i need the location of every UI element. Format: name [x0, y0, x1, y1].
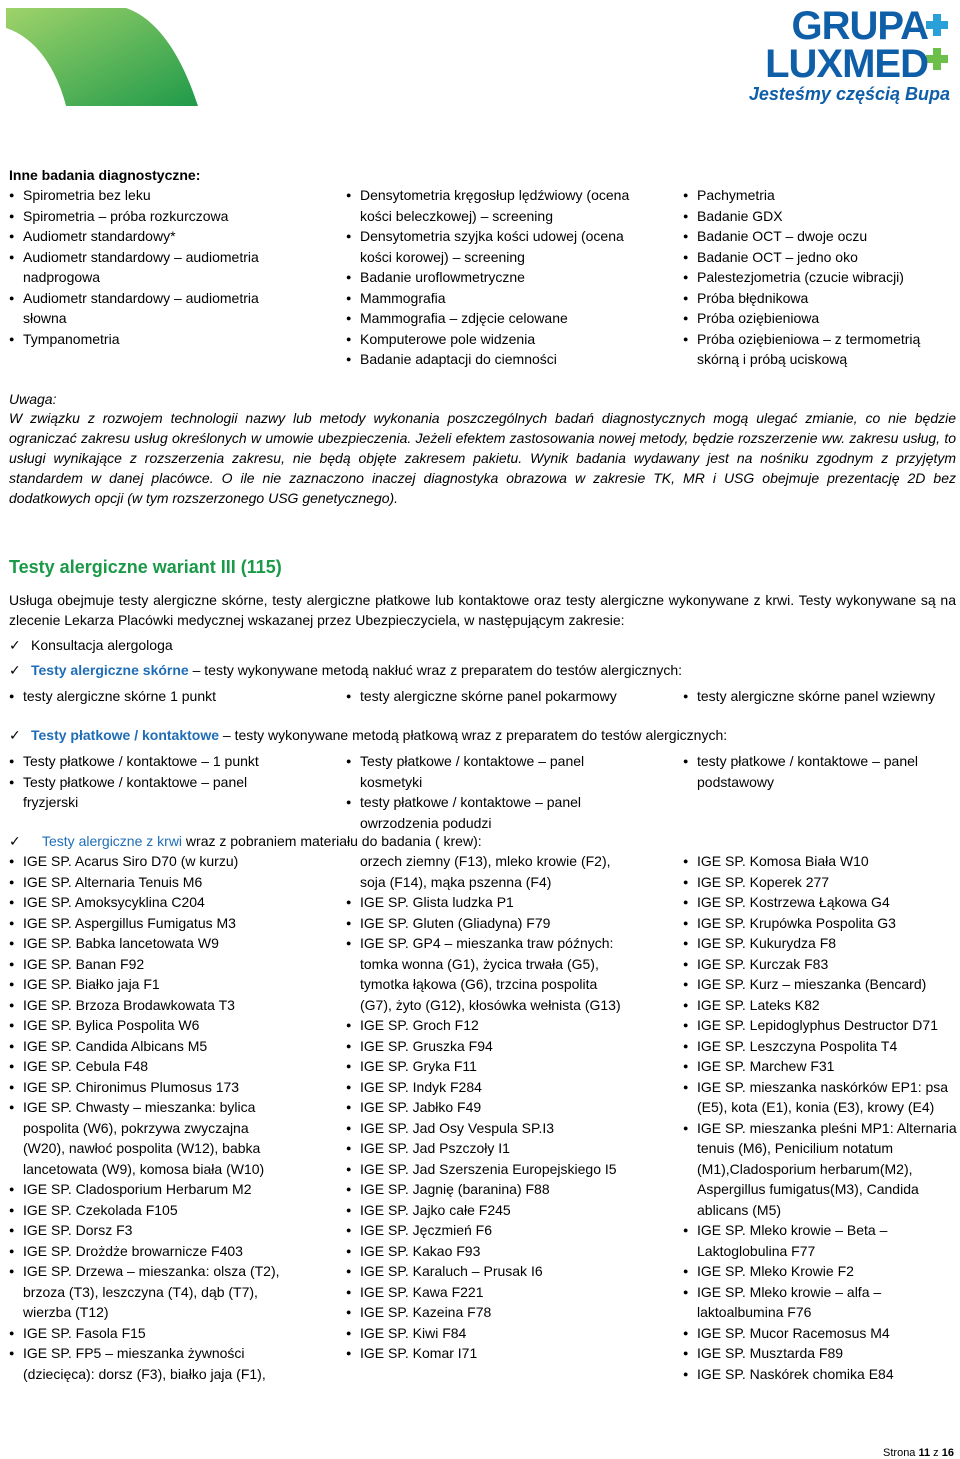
list-item: ● IGE SP. Jajko całe F245: [346, 1200, 626, 1221]
logo-line2: LUXMED: [765, 42, 928, 86]
list-item: ● IGE SP. Chironimus Plumosus 173: [9, 1077, 287, 1098]
list-item: ● testy alergiczne skórne 1 punkt: [9, 686, 309, 707]
list-item: ● IGE SP. Komosa Biała W10: [683, 851, 957, 872]
list-item: ● IGE SP. Indyk F284: [346, 1077, 626, 1098]
list-item: ● IGE SP. Candida Albicans M5: [9, 1036, 287, 1057]
list-item: ● Próba oziębieniowa: [683, 308, 955, 329]
list-item: ● IGE SP. Krupówka Pospolita G3: [683, 913, 957, 934]
list-item: ● Densytometria szyjka kości udowej (ocena kości korowej) – screening: [346, 226, 638, 267]
list-item: ● Palestezjometria (czucie wibracji): [683, 267, 955, 288]
footer-page-total: 16: [941, 1447, 954, 1459]
list-item: ● Densytometria kręgosłup lędźwiowy (ocena kości beleczkowej) – screening: [346, 185, 638, 226]
note-title: Uwaga:: [9, 391, 57, 407]
allergy-title: Testy alergiczne wariant III (115): [9, 557, 282, 577]
list-item: ● Mammografia: [346, 288, 638, 309]
list-item: ● IGE SP. Jęczmień F6: [346, 1220, 626, 1241]
list-item: ● IGE SP. Mleko krowie – alfa – laktoalbumina F76: [683, 1282, 957, 1323]
list-item: ● Tympanometria: [9, 329, 299, 350]
list-item: ● IGE SP. Chwasty – mieszanka: bylica pospolita (W6), pokrzywa zwyczajna (W20), nawłoć pospolita (W12), babka lancetowata (W9), komosa biała (W10): [9, 1097, 287, 1179]
list-item: ● IGE SP. Białko jaja F1: [9, 974, 287, 995]
blood-tests-column-2-continuation: orzech ziemny (F13), mleko krowie (F2), soja (F14), mąka pszenna (F4): [360, 853, 611, 890]
list-item: ● Badanie uroflowmetryczne: [346, 267, 638, 288]
list-item: ● IGE SP. Gluten (Gliadyna) F79: [346, 913, 626, 934]
list-item: ● IGE SP. Kurz – mieszanka (Bencard): [683, 974, 957, 995]
list-item: ● IGE SP. Gruszka F94: [346, 1036, 626, 1057]
list-item: ● IGE SP. Kiwi F84: [346, 1323, 626, 1344]
list-item: ● IGE SP. Leszczyna Pospolita T4: [683, 1036, 957, 1057]
skin-tests-column-2: [346, 686, 646, 707]
list-item: ● Audiometr standardowy – audiometria nadprogowa: [9, 247, 299, 288]
list-item: ● IGE SP. Jad Osy Vespula SP.I3: [346, 1118, 626, 1139]
header-swoosh-graphic: [6, 8, 198, 106]
list-item: ● IGE SP. Jad Szerszenia Europejskiego I5: [346, 1159, 626, 1180]
list-item: ● IGE SP. Banan F92: [9, 954, 287, 975]
list-item: ● Komputerowe pole widzenia: [346, 329, 638, 350]
list-item: ● Badanie OCT – jedno oko: [683, 247, 955, 268]
check-icon: ✓: [9, 727, 21, 743]
list-item: ● IGE SP. mieszanka naskórków EP1: psa (E5), kota (E1), konia (E3), krowy (E4): [683, 1077, 957, 1118]
footer-prefix: Strona: [883, 1447, 919, 1459]
list-item: ● IGE SP. Dorsz F3: [9, 1220, 287, 1241]
logo-line1: GRUPA: [791, 4, 928, 48]
list-item: ● testy alergiczne skórne panel pokarmowy: [346, 686, 646, 707]
patch-tests-column-1: [9, 751, 277, 813]
diagnostics-heading: Inne badania diagnostyczne:: [9, 167, 201, 183]
list-item: ● Testy płatkowe / kontaktowe – 1 punkt: [9, 751, 277, 772]
list-item: ● IGE SP. Naskórek chomika E84: [683, 1364, 957, 1385]
list-item: ● IGE SP. Mleko Krowie F2: [683, 1261, 957, 1282]
footer-page-number: 11: [918, 1447, 931, 1459]
list-item: ● IGE SP. Mleko krowie – Beta – Laktoglobulina F77: [683, 1220, 957, 1261]
patch-tests-column-2: [346, 751, 614, 833]
patch-tests-desc: – testy wykonywane metodą płatkową wraz z preparatem do testów alergicznych:: [219, 727, 728, 743]
check-icon: ✓: [9, 662, 21, 678]
list-item: ● IGE SP. FP5 – mieszanka żywności (dziecięca): dorsz (F3), białko jaja (F1),: [9, 1343, 287, 1384]
skin-tests-column-3: [683, 686, 955, 707]
logo-tagline: Jesteśmy częścią Bupa: [748, 84, 950, 104]
list-item: ● Testy płatkowe / kontaktowe – panel fryzjerski: [9, 772, 277, 813]
list-item: ● IGE SP. Babka lancetowata W9: [9, 933, 287, 954]
list-item: ● IGE SP. Cladosporium Herbarum M2: [9, 1179, 287, 1200]
list-item: ● IGE SP. Koperek 277: [683, 872, 957, 893]
footer-sep: z: [930, 1447, 942, 1459]
patch-tests-heading: Testy płatkowe / kontaktowe: [31, 727, 220, 743]
list-item: ● IGE SP. Groch F12: [346, 1015, 626, 1036]
list-item: ● Spirometria bez leku: [9, 185, 299, 206]
list-item: ● IGE SP. Glista ludzka P1: [346, 892, 626, 913]
list-item: ● IGE SP. Gryka F11: [346, 1056, 626, 1077]
list-item: ● testy płatkowe / kontaktowe – panel owrzodzenia podudzi: [346, 792, 614, 833]
list-item: ● IGE SP. Aspergillus Fumigatus M3: [9, 913, 287, 934]
blood-tests-desc: wraz z pobraniem materiału do badania ( krew):: [182, 833, 482, 849]
list-item: ● IGE SP. Kakao F93: [346, 1241, 626, 1262]
list-item: ● Pachymetria: [683, 185, 955, 206]
list-item: ● Mammografia – zdjęcie celowane: [346, 308, 638, 329]
check-icon: ✓: [9, 833, 21, 849]
check-icon: ✓: [9, 637, 21, 653]
list-item: ● Testy płatkowe / kontaktowe – panel kosmetyki: [346, 751, 614, 792]
list-item: ● IGE SP. Kukurydza F8: [683, 933, 957, 954]
patch-tests-column-3: [683, 751, 951, 792]
list-item: ● IGE SP. Musztarda F89: [683, 1343, 957, 1364]
list-item: ● Próba oziębieniowa – z termometrią skórną i próbą uciskową: [683, 329, 955, 370]
list-item: ● testy alergiczne skórne panel wziewny: [683, 686, 955, 707]
blood-tests-column-1: [9, 851, 287, 1384]
list-item: ● Próba błędnikowa: [683, 288, 955, 309]
list-item: ● IGE SP. Jagnię (baranina) F88: [346, 1179, 626, 1200]
note-body: W związku z rozwojem technologii nazwy lub metody wykonania poszczególnych badań diagnostycznych mogą ulegać zmianie, co nie będzie ograniczać zakresu usług określonych w umowie ubezpieczenia. Jeżeli efektem zastosowania nowej metody, będzie rozszerzenie ww. zakresu usług, to usługi wynikające z rozszerzenia zakresu, nie będą objęte zakresem pakietu. Wynik badania wydawany jest na nośniku zgodnym z przyjętym standardem w danej placówce. O ile nie zaznaczono inaczej diagnostyka obrazowa w zakresie TK, MR i USG obejmuje prezentację 2D bez dodatkowych opcji (w tym rozszerzonego USG genetycznego).: [9, 410, 956, 506]
list-item: ● IGE SP. Brzoza Brodawkowata T3: [9, 995, 287, 1016]
diagnostics-column-2: [346, 185, 638, 370]
list-item: ● IGE SP. Lateks K82: [683, 995, 957, 1016]
list-item: ● IGE SP. Lepidoglyphus Destructor D71: [683, 1015, 957, 1036]
patch-tests-line: [9, 725, 727, 746]
list-item: ● Badanie OCT – dwoje oczu: [683, 226, 955, 247]
list-item: ● testy płatkowe / kontaktowe – panel podstawowy: [683, 751, 951, 792]
list-item: ● IGE SP. Acarus Siro D70 (w kurzu): [9, 851, 287, 872]
list-item: ● Badanie adaptacji do ciemności: [346, 349, 638, 370]
list-item: ● IGE SP. Fasola F15: [9, 1323, 287, 1344]
list-item: ● IGE SP. Kostrzewa Łąkowa G4: [683, 892, 957, 913]
list-item: ● Audiometr standardowy*: [9, 226, 299, 247]
diagnostics-column-1: [9, 185, 299, 349]
list-item: ● IGE SP. Kazeina F78: [346, 1302, 626, 1323]
skin-tests-line: [9, 660, 682, 681]
blood-tests-column-2: [346, 892, 626, 1364]
list-item: ● IGE SP. Drzewa – mieszanka: olsza (T2), brzoza (T3), leszczyna (T4), dąb (T7), wierzba (T12): [9, 1261, 287, 1323]
list-item: ● Audiometr standardowy – audiometria słowna: [9, 288, 299, 329]
skin-tests-desc: – testy wykonywane metodą nakłuć wraz z preparatem do testów alergicznych:: [188, 662, 683, 678]
list-item: ● IGE SP. Amoksycyklina C204: [9, 892, 287, 913]
list-item: ● IGE SP. Kurczak F83: [683, 954, 957, 975]
list-item: ● IGE SP. Jad Pszczoły I1: [346, 1138, 626, 1159]
list-item: ● IGE SP. Mucor Racemosus M4: [683, 1323, 957, 1344]
list-item: ● IGE SP. Marchew F31: [683, 1056, 957, 1077]
list-item: ● IGE SP. Kawa F221: [346, 1282, 626, 1303]
consult-line: [9, 635, 173, 656]
list-item: ● Badanie GDX: [683, 206, 955, 227]
diagnostics-column-3: [683, 185, 955, 370]
list-item: ● Spirometria – próba rozkurczowa: [9, 206, 299, 227]
list-item: ● IGE SP. Komar I71: [346, 1343, 626, 1364]
allergy-intro: Usługa obejmuje testy alergiczne skórne, testy alergiczne płatkowe lub kontaktowe oraz testy alergiczne wykonywane z krwi. Testy wykonywane są na zlecenie Lekarza Placówki medycznej wskazanej przez Ubezpieczyciela, w następującym zakresie:: [9, 592, 956, 628]
page-footer: [883, 1447, 954, 1459]
list-item: ● IGE SP. Jabłko F49: [346, 1097, 626, 1118]
blood-tests-heading: Testy alergiczne z krwi: [42, 833, 183, 849]
consult-text: Konsultacja alergologa: [31, 637, 173, 653]
list-item: ● IGE SP. Czekolada F105: [9, 1200, 287, 1221]
skin-tests-column-1: [9, 686, 309, 707]
blood-tests-line: [9, 831, 482, 852]
list-item: ● IGE SP. Karaluch – Prusak I6: [346, 1261, 626, 1282]
list-item: ● IGE SP. Bylica Pospolita W6: [9, 1015, 287, 1036]
luxmed-logo: [746, 4, 954, 108]
list-item: ● IGE SP. mieszanka pleśni MP1: Alternaria tenuis (M6), Penicilium notatum (M1),Cladosporium herbarum(M2), Aspergillus fumigatus(M3), Candida ablicans (M5): [683, 1118, 957, 1221]
list-item: ● IGE SP. Alternaria Tenuis M6: [9, 872, 287, 893]
blood-tests-column-3: [683, 851, 957, 1384]
list-item: ● IGE SP. GP4 – mieszanka traw późnych: tomka wonna (G1), życica trwała (G5), tymotka łąkowa (G6), trzcina pospolita (G7), żyto (G12), kłosówka wełnista (G13): [346, 933, 626, 1015]
list-item: ● IGE SP. Cebula F48: [9, 1056, 287, 1077]
list-item: ● IGE SP. Drożdże browarnicze F403: [9, 1241, 287, 1262]
skin-tests-heading: Testy alergiczne skórne: [31, 662, 189, 678]
